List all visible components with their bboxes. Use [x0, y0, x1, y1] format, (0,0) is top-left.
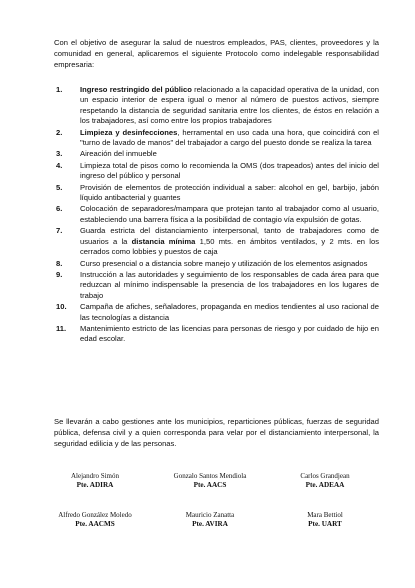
protocol-list — [56, 85, 379, 346]
item-number: 8. — [56, 258, 63, 268]
item-text: Aireación del inmueble — [80, 149, 157, 159]
item-number: 9. — [56, 269, 63, 279]
list-item — [56, 204, 379, 225]
item-bold-text: distancia mínima — [131, 236, 196, 246]
list-item — [56, 324, 379, 345]
item-text: Mantenimiento estricto de las licencias para personas de riesgo y por cuidado de hijo en edad escolar. — [80, 323, 379, 344]
list-item — [56, 302, 379, 323]
item-number: 6. — [56, 204, 63, 214]
signature-block — [40, 511, 150, 529]
item-number: 11. — [56, 323, 67, 333]
item-text: Provisión de elementos de protección individual a saber: alcohol en gel, barbijo, jabón líquido antibacterial y guantes — [80, 182, 379, 203]
signatory-position: Pte. ADIRA — [76, 481, 114, 489]
closing-paragraph: Se llevarán a cabo gestiones ante los municipios, reparticiones públicas, fuerzas de seguridad pública, defensa civil y a quien corresponda para velar por el distanciamiento interpersonal, la seguridad edilicia y de las personas. — [54, 416, 379, 448]
list-item — [56, 161, 379, 182]
signatory-position: Pte. AACMS — [75, 520, 115, 528]
list-item — [56, 226, 379, 257]
item-number: 10. — [56, 302, 67, 312]
item-number: 2. — [56, 127, 63, 137]
item-text: Instrucción a las autoridades y seguimiento de los responsables de cada área para que reduzcan al mínimo indispensable la presencia de los trabajadores en los lugares de trabajo — [80, 269, 379, 300]
signatory-name: Mara Bettiol — [307, 511, 343, 519]
item-bold-text: Ingreso restringido del público — [80, 85, 192, 94]
signature-row — [40, 511, 380, 529]
item-text: Colocación de separadores/mampara que protejan tanto al trabajador como al usuario, estableciendo una barrera física a la posibilidad de contagio vía expulsión de gotas. — [80, 204, 379, 224]
list-item — [56, 149, 379, 159]
signatory-name: Alejandro Simón — [70, 472, 120, 480]
item-bold-text: Limpieza y desinfecciones — [80, 127, 178, 137]
item-text: 1,50 mts. en ámbitos ventilados, y 2 mts. en los cerrados como lobbies y puestos de caja — [80, 236, 379, 257]
item-text: , herramental en uso cada una hora, que coincidirá con el "turno de lavado de manos" del trabajador a cargo del puesto donde se realiza la tarea — [80, 127, 379, 148]
signature-block — [270, 511, 380, 529]
list-item — [56, 270, 379, 301]
signatory-name: Gonzalo Santos Mendiola — [173, 472, 247, 480]
signature-block — [270, 472, 380, 490]
item-text: Campaña de afiches, señaladores, propaganda en medios tendientes al uso racional de las tecnologías a distancia — [80, 302, 379, 322]
list-item — [56, 259, 379, 269]
list-item — [56, 128, 379, 149]
signature-block — [155, 472, 265, 490]
item-number: 1. — [56, 85, 63, 94]
signatory-position: Pte. AVIRA — [192, 520, 228, 528]
item-number: 7. — [56, 226, 63, 236]
signature-block — [40, 472, 150, 490]
signatory-position: Pte. UART — [308, 520, 342, 528]
item-number: 5. — [56, 182, 63, 192]
item-text: relacionado a la capacidad operativa de la unidad, con un espacio interior de espera igual o menor al número de puestos activos, siempre respetando la distancia de seguridad sanitaria entre los clientes, de éstos en relación a los trabajadores, así como entre los propios trabajadores — [80, 85, 379, 126]
intro-paragraph: Con el objetivo de asegurar la salud de nuestros empleados, PAS, clientes, proveedores y la comunidad en general, aplicaremos el siguiente Protocolo como indelegable responsabilidad empresaria: — [54, 37, 379, 69]
item-text: Curso presencial o a distancia sobre manejo y utilización de los elementos asignados — [80, 258, 368, 268]
item-text: Limpieza total de pisos como lo recomienda la OMS (dos trapeados) antes del inicio del ingreso del público y personal — [80, 160, 379, 181]
signatory-name: Carlos Grandjean — [300, 472, 350, 480]
signatory-name: Alfredo González Moledo — [58, 511, 132, 519]
list-item — [56, 183, 379, 204]
signatory-position: Pte. AACS — [193, 481, 227, 489]
signature-row — [40, 472, 380, 490]
item-number: 3. — [56, 149, 63, 159]
signatory-name: Mauricio Zanatta — [185, 511, 235, 519]
item-number: 4. — [56, 160, 63, 170]
signature-block — [155, 511, 265, 529]
signatory-position: Pte. ADEAA — [305, 481, 345, 489]
list-item — [56, 85, 379, 127]
item-text: Guarda estricta del distanciamiento interpersonal, tanto de trabajadores como de usuarios a la — [80, 226, 379, 246]
